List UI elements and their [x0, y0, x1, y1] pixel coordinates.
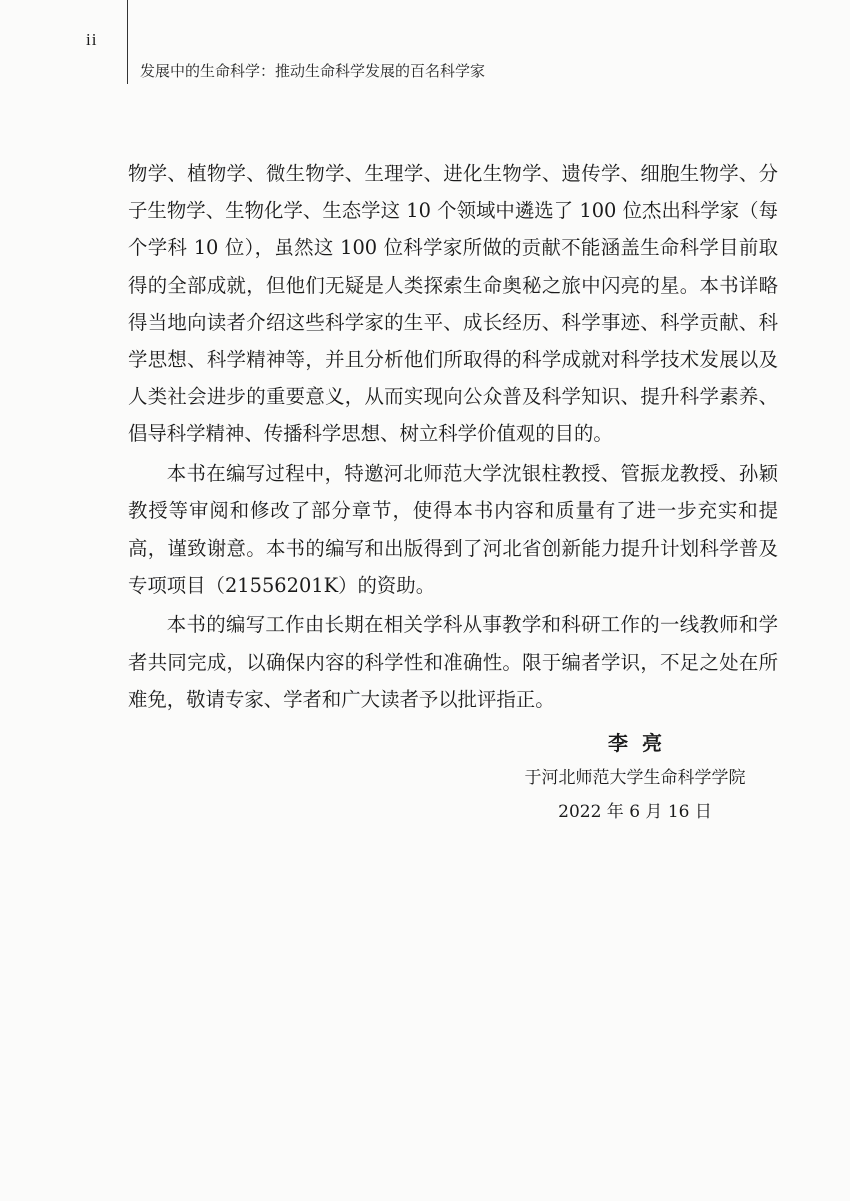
- paragraph-acknowledgement: 本书在编写过程中，特邀河北师范大学沈银柱教授、管振龙教授、孙颖教授等审阅和修改了部分章节，使得本书内容和质量有了进一步充实和提高，谨致谢意。本书的编写和出版得到了河北省创新能力提升计划科学普及专项项目（21556201K）的资助。: [128, 462, 778, 597]
- body-text: [128, 155, 778, 721]
- running-head: 发展中的生命科学：推动生命科学发展的百名科学家: [140, 62, 486, 80]
- author-affiliation: 于河北师范大学生命科学学院: [524, 768, 746, 788]
- paragraph-authorship: 本书的编写工作由长期在相关学科从事教学和科研工作的一线教师和学者共同完成，以确保内容的科学性和准确性。限于编者学识，不足之处在所难免，敬请专家、学者和广大读者予以批评指正。: [128, 613, 778, 711]
- header-divider: [127, 0, 128, 84]
- page-number: ii: [86, 30, 98, 49]
- author-name: 李亮: [608, 731, 676, 755]
- paragraph-continued: 物学、植物学、微生物学、生理学、进化生物学、遗传学、细胞生物学、分子生物学、生物化学、生态学这 10 个领域中遴选了 100 位杰出科学家（每个学科 10 位），虽然这 100 位科学家所做的贡献不能涵盖生命科学目前取得的全部成就，但他们无疑是人类探索生命奥秘之旅中闪亮的星。本书详略得当地向读者介绍这些科学家的生平、成长经历、科学事迹、科学贡献、科学思想、科学精神等，并且分析他们所取得的科学成就对科学技术发展以及人类社会进步的重要意义，从而实现向公众普及科学知识、提升科学素养、倡导科学精神、传播科学思想、树立科学价值观的目的。: [128, 162, 778, 446]
- signature-date: 2022 年 6 月 16 日: [558, 802, 712, 822]
- signature-block: [500, 725, 770, 829]
